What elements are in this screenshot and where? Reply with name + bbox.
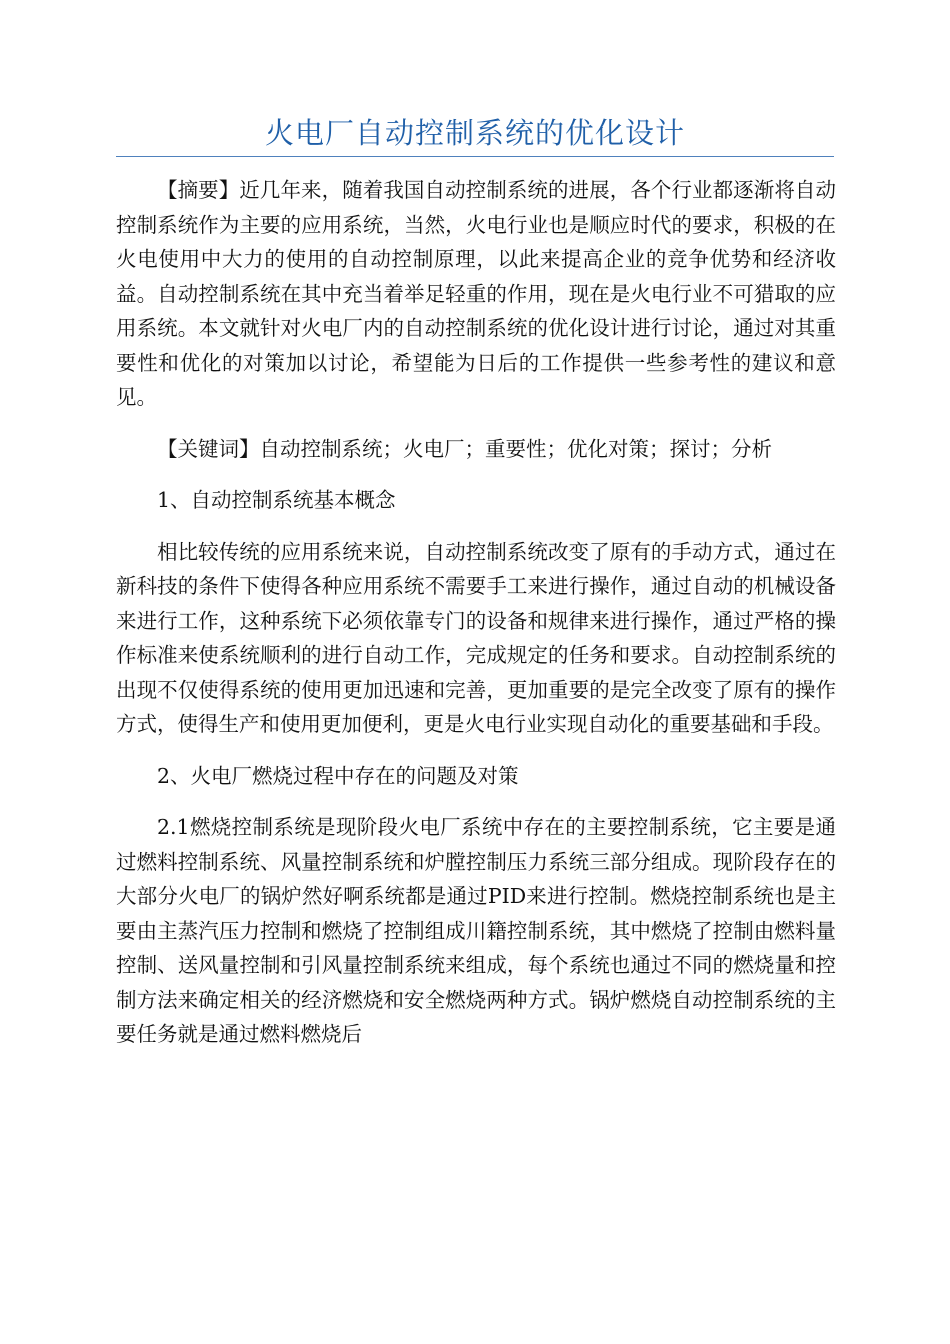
keywords-paragraph: 【关键词】自动控制系统；火电厂；重要性；优化对策；探讨；分析 xyxy=(157,436,772,461)
section-2-1-paragraph: 2.1燃烧控制系统是现阶段火电厂系统中存在的主要控制系统，它主要是通过燃料控制系统、风量控制系统和炉膛控制压力系统三部分组成。现阶段存在的大部分火电厂的锅炉然好啊系统都是通过PID来进行控制。燃烧控制系统也是主要由主蒸汽压力控制和燃烧了控制组成川籍控制系统，其中燃烧了控制由燃料量控制、送风量控制和引风量控制系统来组成，每个系统也通过不同的燃烧量和控制方法来确定相关的经济燃烧和安全燃烧两种方式。锅炉燃烧自动控制系统的主要任务就是通过燃料燃烧后 xyxy=(116,815,836,1046)
document-title: 火电厂自动控制系统的优化设计 xyxy=(264,116,685,150)
section-1-paragraph: 相比较传统的应用系统来说，自动控制系统改变了原有的手动方式，通过在新科技的条件下使得各种应用系统不需要手工来进行操作，通过自动的机械设备来进行工作，这种系统下必须依靠专门的设备和规律来进行操作，通过严格的操作标准来使系统顺利的进行自动工作，完成规定的任务和要求。自动控制系统的出现不仅使得系统的使用更加迅速和完善，更加重要的是完全改变了原有的操作方式，使得生产和使用更加便利，更是火电行业实现自动化的重要基础和手段。 xyxy=(116,539,836,736)
abstract-paragraph: 【摘要】近几年来，随着我国自动控制系统的进展，各个行业都逐渐将自动控制系统作为主要的应用系统，当然，火电行业也是顺应时代的要求，积极的在火电使用中大力的使用的自动控制原理，以此来提高企业的竞争优势和经济收益。自动控制系统在其中充当着举足轻重的作用，现在是火电行业不可猎取的应用系统。本文就针对火电厂内的自动控制系统的优化设计进行讨论，通过对其重要性和优化的对策加以讨论，希望能为日后的工作提供一些参考性的建议和意见。 xyxy=(116,178,836,409)
title-block xyxy=(116,112,834,157)
section-heading-2: 2、火电厂燃烧过程中存在的问题及对策 xyxy=(157,763,519,788)
section-heading-1: 1、自动控制系统基本概念 xyxy=(157,488,396,512)
document-body xyxy=(116,173,836,1052)
